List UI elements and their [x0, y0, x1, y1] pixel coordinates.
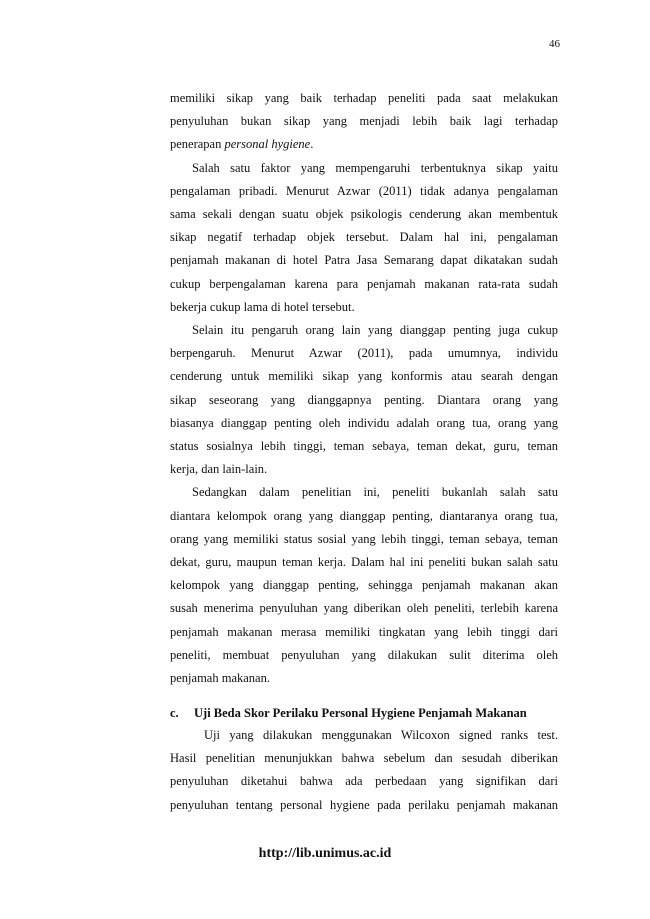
text-line: peneliti, membuat penyuluhan yang dilakukan sulit diterima oleh [170, 647, 558, 662]
text-line: Hasil penelitian menunjukkan bahwa sebelum dan sesudah diberikan [170, 751, 558, 766]
text-line: status sosialnya lebih tinggi, teman sebaya, teman dekat, guru, teman [170, 439, 558, 454]
text-line: sikap negatif terhadap objek tersebut. Dalam hal ini, pengalaman [170, 230, 558, 245]
paragraph-4 [170, 481, 558, 690]
text-line: Selain itu pengaruh orang lain yang dianggap penting juga cukup [192, 323, 558, 338]
section-paragraph [170, 724, 558, 817]
text-fragment: . [310, 137, 314, 152]
text-line: biasanya dianggap penting oleh individu adalah orang tua, orang yang [170, 415, 558, 430]
text-line: Sedangkan dalam penelitian ini, peneliti bukanlah salah satu [192, 485, 558, 500]
section-heading [170, 702, 558, 725]
text-line: penyuluhan bukan sikap yang menjadi lebih baik lagi terhadap [170, 114, 558, 129]
paragraph-2 [170, 157, 558, 319]
text-line: kerja, dan lain-lain. [170, 462, 268, 477]
text-line: penjamah makanan di hotel Patra Jasa Semarang dapat dikatakan sudah [170, 253, 558, 268]
text-line: Uji yang dilakukan menggunakan Wilcoxon signed ranks test. [204, 728, 558, 742]
section-body-text [170, 724, 558, 817]
text-line: susah menerima penyuluhan yang diberikan oleh peneliti, terlebih karena [170, 601, 558, 616]
text-line: orang yang memiliki status sosial yang lebih tinggi, teman sebaya, teman [170, 531, 558, 546]
section-letter: c. [170, 706, 179, 720]
text-line: berpengaruh. Menurut Azwar (2011), pada umumnya, individu [170, 346, 558, 361]
text-line [170, 133, 558, 156]
text-line: sikap seseorang yang dianggapnya penting. Diantara orang yang [170, 392, 558, 407]
text-line: penjamah makanan. [170, 671, 270, 686]
section-title: Uji Beda Skor Perilaku Personal Hygiene Penjamah Makanan [194, 706, 527, 720]
body-text [170, 87, 558, 690]
text-line: penjamah makanan merasa memiliki tingkatan yang lebih tinggi dari [170, 624, 558, 639]
page-number: 46 [549, 38, 560, 50]
paragraph-1 [170, 87, 558, 157]
text-line: bekerja cukup lama di hotel tersebut. [170, 299, 355, 314]
text-line: memiliki sikap yang baik terhadap peneliti pada saat melakukan [170, 91, 558, 105]
text-line: kelompok yang dianggap penting, sehingga penjamah makanan akan [170, 578, 558, 593]
text-line: pengalaman pribadi. Menurut Azwar (2011) tidak adanya pengalaman [170, 183, 558, 198]
text-line: sama sekali dengan suatu objek psikologis cenderung akan membentuk [170, 207, 558, 222]
text-line: dekat, guru, maupun teman kerja. Dalam hal ini peneliti bukan salah satu [170, 555, 558, 570]
text-line: penyuluhan tentang personal hygiene pada perilaku penjamah makanan [170, 797, 558, 812]
text-line: cukup berpengalaman karena para penjamah makanan rata-rata sudah [170, 276, 558, 291]
italic-term: personal hygiene [224, 137, 311, 152]
text-line: penyuluhan diketahui bahwa ada perbedaan yang signifikan dari [170, 774, 558, 789]
text-line: cenderung untuk memiliki sikap yang konformis atau searah dengan [170, 369, 558, 384]
text-line: Salah satu faktor yang mempengaruhi terbentuknya sikap yaitu [192, 160, 558, 175]
text-line: diantara kelompok orang yang dianggap penting, diantaranya orang tua, [170, 508, 558, 523]
text-fragment: penerapan [170, 137, 225, 152]
footer-url: http://lib.unimus.ac.id [258, 846, 392, 861]
paragraph-3 [170, 319, 558, 481]
